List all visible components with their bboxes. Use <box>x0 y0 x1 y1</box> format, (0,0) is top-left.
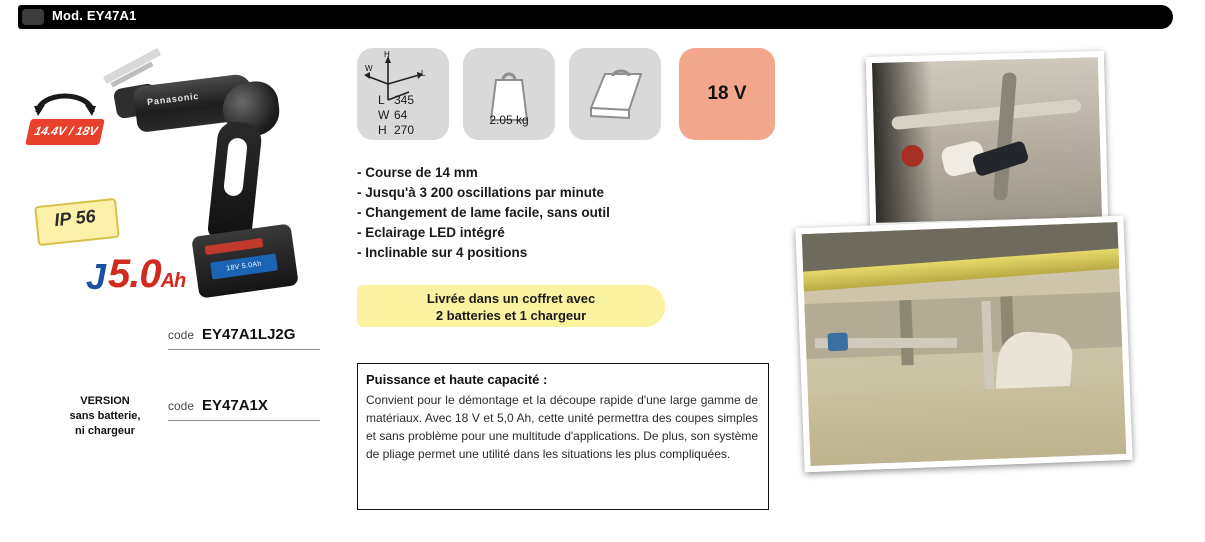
code-label: code <box>168 328 195 342</box>
brand-label: Panasonic <box>146 90 200 108</box>
list-item: - Jusqu'à 3 200 oscillations par minute <box>357 185 605 200</box>
voltage-compat-label: 14.4V / 18V <box>33 124 99 138</box>
photo-shadow <box>872 61 935 222</box>
version-note <box>45 394 165 439</box>
kit-callout-text <box>357 290 665 324</box>
dim-key-h: H <box>378 123 387 137</box>
page-title: Mod. EY47A1 <box>52 8 137 23</box>
header-bar <box>18 5 1173 29</box>
list-item: - Eclairage LED intégré <box>357 225 505 240</box>
rotation-arrows-icon <box>32 90 98 120</box>
dim-val-l: 345 <box>394 93 415 107</box>
capacity-value: 5.0 <box>108 252 161 296</box>
description-body: Convient pour le démontage et la découpe rapide d'une large gamme de matériaux. Avec 18 V et 5,0 Ah, cette unité permettra des coupes simples et sans problème pour une multitude d'applications. De plus, son système de pliage permet une utilité dans les situations les plus compliquées. <box>366 393 758 461</box>
battery-label: 18V 5.0Ah <box>210 253 278 279</box>
photo-worker-cutting-pipe-ceiling <box>866 51 1108 229</box>
dim-key-w: W <box>378 108 390 122</box>
code-value: EY47A1X <box>202 397 268 414</box>
product-image-area <box>0 34 350 437</box>
header-color-swatch <box>22 9 44 25</box>
divider <box>168 420 320 421</box>
photo-wall <box>804 292 1122 360</box>
version-title: VERSION <box>80 395 130 407</box>
svg-text:W: W <box>365 64 373 73</box>
spec-tile-case <box>569 48 661 140</box>
voltage-value: 18 V <box>707 83 747 104</box>
version-line-2: sans batterie, <box>69 410 141 422</box>
photo-content <box>872 57 1102 223</box>
dim-val-h: 270 <box>394 123 415 137</box>
feature-list <box>357 163 687 263</box>
header <box>0 0 1205 34</box>
dim-key-l: L <box>378 93 385 107</box>
battery-capacity-badge <box>108 252 185 297</box>
divider <box>168 349 320 350</box>
capacity-unit: Ah <box>160 270 186 292</box>
photo-post-left <box>899 300 913 365</box>
dim-val-w: 64 <box>394 108 408 122</box>
list-item: - Changement de lame facile, sans outil <box>357 205 610 220</box>
photo-floor <box>808 384 1126 466</box>
product-code-row-bare <box>168 397 320 415</box>
callout-line-2: 2 batteries et 1 chargeur <box>435 308 587 323</box>
list-item: - Course de 14 mm <box>357 165 478 180</box>
callout-line-1: Livrée dans un coffret avec <box>426 291 596 306</box>
dimensions-values <box>378 93 414 138</box>
tool-case-icon <box>569 48 661 140</box>
code-value: EY47A1LJ2G <box>202 326 296 343</box>
svg-text:H: H <box>384 50 390 59</box>
svg-text:L: L <box>421 69 426 78</box>
photo-worker-cutting-pipe-basement <box>795 216 1132 472</box>
photo-content <box>802 222 1127 466</box>
product-code-row-main <box>168 326 320 344</box>
capacity-prefix-mark: J <box>86 256 107 297</box>
photo-valve <box>828 332 849 351</box>
code-label: code <box>168 399 195 413</box>
version-line-3: ni chargeur <box>75 425 135 437</box>
ip-rating-label: IP 56 <box>53 205 97 231</box>
list-item: - Inclinable sur 4 positions <box>357 245 528 260</box>
description-title: Puissance et haute capacité : <box>366 372 548 387</box>
weight-value: 2.05 kg <box>489 113 529 127</box>
photo-pipe-vertical <box>993 72 1017 201</box>
